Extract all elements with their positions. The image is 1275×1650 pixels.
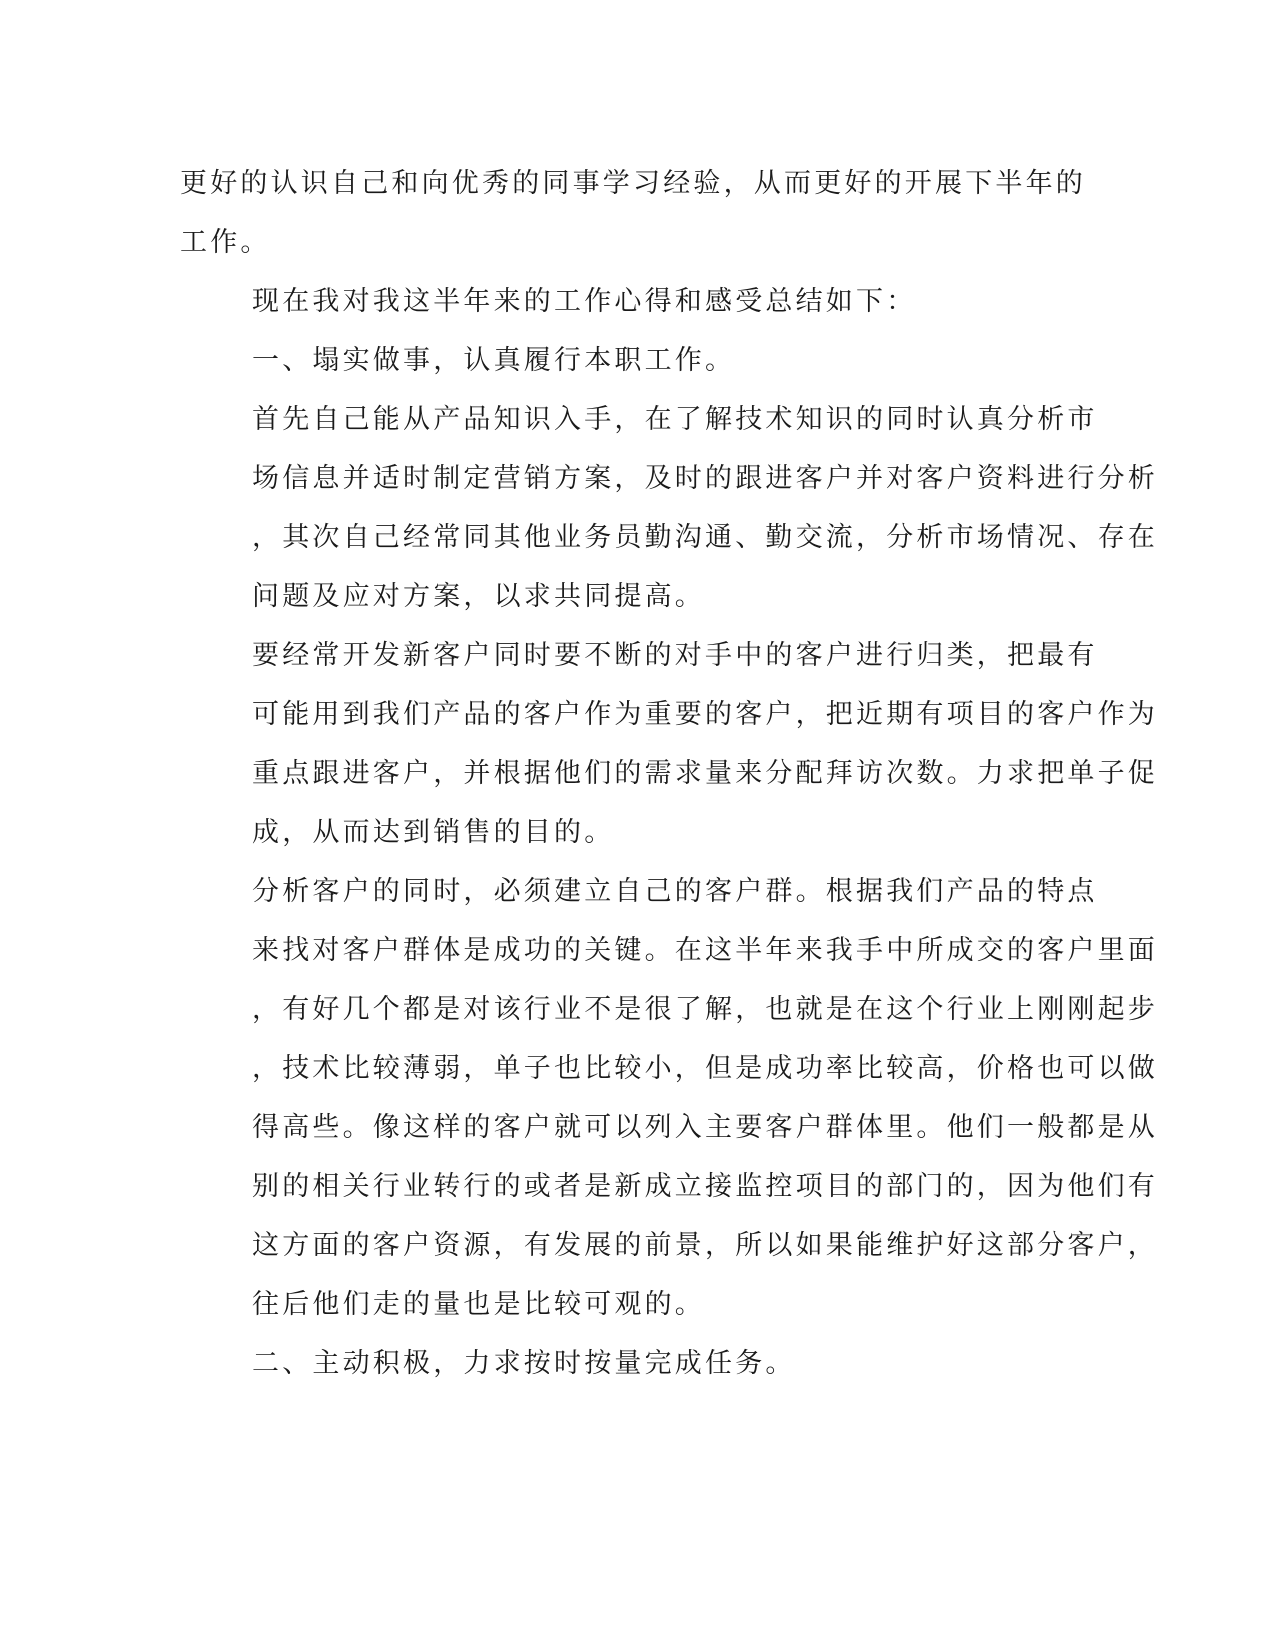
paragraph-continuation bbox=[180, 154, 1086, 272]
paragraph-summary-intro bbox=[180, 272, 1050, 331]
text-line: 二、主动积极，力求按时按量完成任务。 bbox=[252, 1348, 796, 1379]
text-line: 成，从而达到销售的目的。 bbox=[252, 817, 615, 848]
text-line: 更好的认识自己和向优秀的同事学习经验，从而更好的开展下半年的 bbox=[180, 168, 1086, 199]
paragraph-customer-groups bbox=[180, 862, 1158, 1334]
text-line: 现在我对我这半年来的工作心得和感受总结如下： bbox=[252, 286, 917, 317]
text-line: 一、塌实做事，认真履行本职工作。 bbox=[252, 345, 736, 376]
section-heading-2 bbox=[180, 1334, 1050, 1393]
text-line: 要经常开发新客户同时要不断的对手中的客户进行归类，把最有 bbox=[252, 640, 1098, 671]
document-body bbox=[180, 154, 1158, 1393]
text-line: ，技术比较薄弱，单子也比较小，但是成功率比较高，价格也可以做 bbox=[252, 1053, 1158, 1084]
text-line: 工作。 bbox=[180, 227, 271, 258]
text-line: 场信息并适时制定营销方案，及时的跟进客户并对客户资料进行分析 bbox=[252, 463, 1158, 494]
text-line: 重点跟进客户，并根据他们的需求量来分配拜访次数。力求把单子促 bbox=[252, 758, 1158, 789]
text-line: 首先自己能从产品知识入手，在了解技术知识的同时认真分析市 bbox=[252, 404, 1098, 435]
text-line: 往后他们走的量也是比较可观的。 bbox=[252, 1289, 705, 1320]
text-line: 可能用到我们产品的客户作为重要的客户，把近期有项目的客户作为 bbox=[252, 699, 1158, 730]
paragraph-product-knowledge bbox=[180, 390, 1158, 626]
paragraph-new-customers bbox=[180, 626, 1158, 862]
text-line: ，有好几个都是对该行业不是很了解，也就是在这个行业上刚刚起步 bbox=[252, 994, 1158, 1025]
section-heading-1 bbox=[180, 331, 1050, 390]
text-line: 这方面的客户资源，有发展的前景，所以如果能维护好这部分客户， bbox=[252, 1230, 1158, 1261]
text-line: 分析客户的同时，必须建立自己的客户群。根据我们产品的特点 bbox=[252, 876, 1098, 907]
text-line: 问题及应对方案，以求共同提高。 bbox=[252, 581, 705, 612]
text-line: 来找对客户群体是成功的关键。在这半年来我手中所成交的客户里面 bbox=[252, 935, 1158, 966]
text-line: ，其次自己经常同其他业务员勤沟通、勤交流，分析市场情况、存在 bbox=[252, 522, 1158, 553]
text-line: 得高些。像这样的客户就可以列入主要客户群体里。他们一般都是从 bbox=[252, 1112, 1158, 1143]
text-line: 别的相关行业转行的或者是新成立接监控项目的部门的，因为他们有 bbox=[252, 1171, 1158, 1202]
